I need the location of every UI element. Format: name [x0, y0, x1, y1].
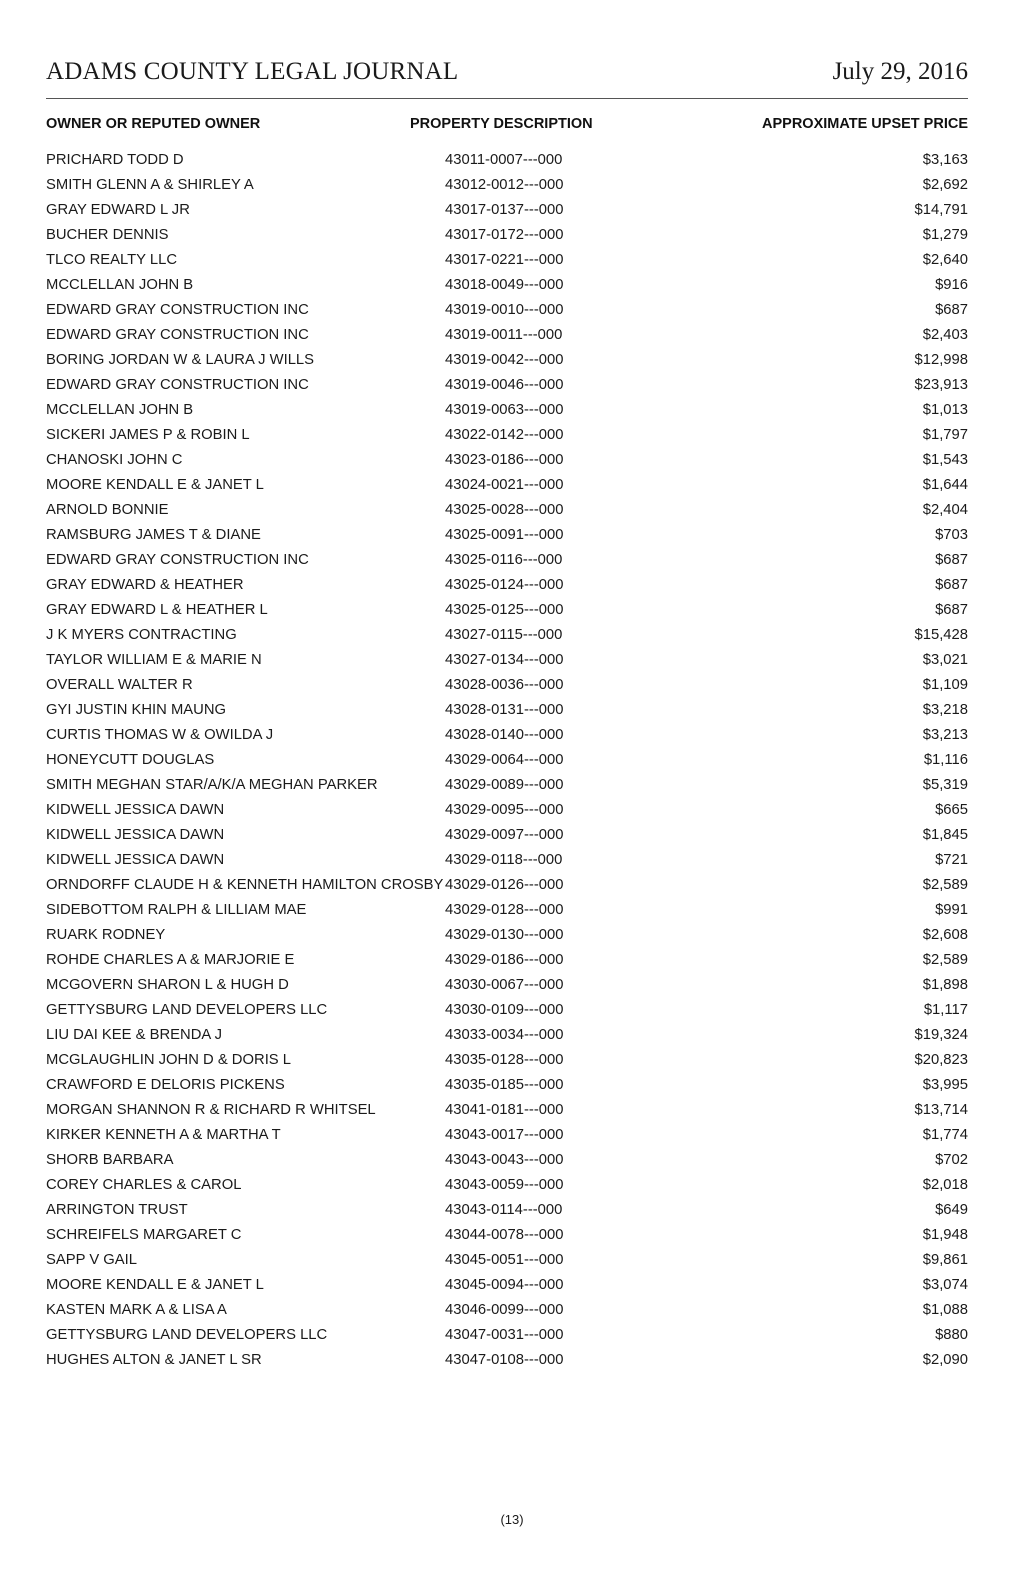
page-number: (13): [500, 1512, 524, 1527]
property-description-cell: 43041-0181---000: [445, 1102, 564, 1118]
owner-cell: ROHDE CHARLES A & MARJORIE E: [46, 952, 295, 968]
upset-price-cell: $2,640: [922, 252, 968, 268]
property-description-cell: 43022-0142---000: [445, 427, 564, 443]
upset-price-cell: $991: [935, 902, 968, 918]
owner-cell: RAMSBURG JAMES T & DIANE: [46, 527, 261, 543]
upset-price-cell: $687: [935, 577, 968, 593]
upset-price-cell: $2,018: [922, 1177, 968, 1193]
property-description-cell: 43027-0115---000: [445, 627, 563, 643]
table-row: [46, 1175, 968, 1200]
owner-cell: SMITH GLENN A & SHIRLEY A: [46, 177, 254, 193]
table-row: [46, 225, 968, 250]
property-description-cell: 43028-0140---000: [445, 727, 564, 743]
property-description-cell: 43027-0134---000: [445, 652, 564, 668]
property-description-cell: 43025-0116---000: [445, 552, 563, 568]
table-row: [46, 350, 968, 375]
upset-price-cell: $2,608: [922, 927, 968, 943]
upset-price-cell: $1,279: [922, 227, 968, 243]
table-row: [46, 200, 968, 225]
property-description-cell: 43044-0078---000: [445, 1227, 564, 1243]
property-description-cell: 43029-0089---000: [445, 777, 564, 793]
owner-cell: MOORE KENDALL E & JANET L: [46, 1277, 264, 1293]
owner-cell: ORNDORFF CLAUDE H & KENNETH HAMILTON CROSBY: [46, 877, 444, 893]
upset-price-cell: $2,589: [922, 952, 968, 968]
upset-price-cell: $2,090: [922, 1352, 968, 1368]
table-row: [46, 700, 968, 725]
table-row: [46, 900, 968, 925]
upset-price-cell: $1,109: [922, 677, 968, 693]
upset-price-cell: $649: [935, 1202, 968, 1218]
owner-cell: GRAY EDWARD L JR: [46, 202, 190, 218]
table-row: [46, 1300, 968, 1325]
table-row: [46, 425, 968, 450]
property-description-cell: 43017-0137---000: [445, 202, 564, 218]
owner-cell: KASTEN MARK A & LISA A: [46, 1302, 227, 1318]
owner-cell: GRAY EDWARD L & HEATHER L: [46, 602, 268, 618]
owner-cell: TAYLOR WILLIAM E & MARIE N: [46, 652, 262, 668]
table-row: [46, 600, 968, 625]
upset-price-cell: $3,163: [922, 152, 968, 168]
property-description-cell: 43043-0043---000: [445, 1152, 564, 1168]
table-row: [46, 175, 968, 200]
table-row: [46, 1150, 968, 1175]
property-description-cell: 43029-0186---000: [445, 952, 564, 968]
upset-price-cell: $3,074: [922, 1277, 968, 1293]
upset-price-cell: $13,714: [914, 1102, 968, 1118]
table-row: [46, 1350, 968, 1375]
owner-cell: ARRINGTON TRUST: [46, 1202, 188, 1218]
property-description-cell: 43017-0221---000: [445, 252, 564, 268]
owner-cell: MORGAN SHANNON R & RICHARD R WHITSEL: [46, 1102, 376, 1118]
property-table-body: [46, 150, 968, 1375]
owner-cell: CHANOSKI JOHN C: [46, 452, 183, 468]
owner-cell: GYI JUSTIN KHIN MAUNG: [46, 702, 227, 718]
upset-price-cell: $1,088: [922, 1302, 968, 1318]
property-description-cell: 43047-0031---000: [445, 1327, 564, 1343]
property-description-cell: 43029-0118---000: [445, 852, 563, 868]
upset-price-cell: $3,021: [922, 652, 968, 668]
table-row: [46, 850, 968, 875]
table-row: [46, 650, 968, 675]
column-header-upset-price: APPROXIMATE UPSET PRICE: [762, 116, 968, 132]
upset-price-cell: $15,428: [914, 627, 968, 643]
owner-cell: SHORB BARBARA: [46, 1152, 174, 1168]
upset-price-cell: $3,218: [922, 702, 968, 718]
property-description-cell: 43025-0124---000: [445, 577, 564, 593]
property-description-cell: 43024-0021---000: [445, 477, 564, 493]
property-description-cell: 43029-0097---000: [445, 827, 564, 843]
owner-cell: TLCO REALTY LLC: [46, 252, 178, 268]
owner-cell: RUARK RODNEY: [46, 927, 166, 943]
owner-cell: MCGLAUGHLIN JOHN D & DORIS L: [46, 1052, 292, 1068]
owner-cell: LIU DAI KEE & BRENDA J: [46, 1027, 222, 1043]
upset-price-cell: $2,404: [922, 502, 968, 518]
upset-price-cell: $12,998: [914, 352, 968, 368]
upset-price-cell: $1,013: [922, 402, 968, 418]
table-row: [46, 400, 968, 425]
table-row: [46, 625, 968, 650]
upset-price-cell: $1,644: [922, 477, 968, 493]
property-description-cell: 43011-0007---000: [445, 152, 563, 168]
owner-cell: MCCLELLAN JOHN B: [46, 277, 194, 293]
table-row: [46, 475, 968, 500]
property-description-cell: 43025-0091---000: [445, 527, 564, 543]
upset-price-cell: $1,543: [922, 452, 968, 468]
owner-cell: ARNOLD BONNIE: [46, 502, 169, 518]
upset-price-cell: $14,791: [914, 202, 968, 218]
table-row: [46, 925, 968, 950]
property-description-cell: 43033-0034---000: [445, 1027, 564, 1043]
property-description-cell: 43029-0126---000: [445, 877, 564, 893]
upset-price-cell: $1,117: [923, 1002, 968, 1018]
owner-cell: KIRKER KENNETH A & MARTHA T: [46, 1127, 281, 1143]
property-description-cell: 43019-0042---000: [445, 352, 564, 368]
owner-cell: SIDEBOTTOM RALPH & LILLIAM MAE: [46, 902, 307, 918]
property-description-cell: 43043-0017---000: [445, 1127, 564, 1143]
owner-cell: EDWARD GRAY CONSTRUCTION INC: [46, 552, 309, 568]
owner-cell: SCHREIFELS MARGARET C: [46, 1227, 242, 1243]
table-row: [46, 1125, 968, 1150]
property-description-cell: 43025-0028---000: [445, 502, 564, 518]
upset-price-cell: $665: [935, 802, 968, 818]
table-row: [46, 1000, 968, 1025]
property-description-cell: 43045-0094---000: [445, 1277, 564, 1293]
owner-cell: MCGOVERN SHARON L & HUGH D: [46, 977, 289, 993]
owner-cell: SAPP V GAIL: [46, 1252, 138, 1268]
upset-price-cell: $20,823: [914, 1052, 968, 1068]
property-description-cell: 43030-0109---000: [445, 1002, 564, 1018]
property-description-cell: 43025-0125---000: [445, 602, 564, 618]
upset-price-cell: $1,797: [922, 427, 968, 443]
table-row: [46, 675, 968, 700]
column-header-property-description: PROPERTY DESCRIPTION: [410, 116, 593, 132]
owner-cell: KIDWELL JESSICA DAWN: [46, 852, 225, 868]
table-row: [46, 325, 968, 350]
upset-price-cell: $2,692: [922, 177, 968, 193]
owner-cell: KIDWELL JESSICA DAWN: [46, 802, 225, 818]
owner-cell: GETTYSBURG LAND DEVELOPERS LLC: [46, 1002, 328, 1018]
owner-cell: SMITH MEGHAN STAR/A/K/A MEGHAN PARKER: [46, 777, 378, 793]
table-row: [46, 300, 968, 325]
property-description-cell: 43043-0059---000: [445, 1177, 564, 1193]
owner-cell: CURTIS THOMAS W & OWILDA J: [46, 727, 274, 743]
owner-cell: OVERALL WALTER R: [46, 677, 193, 693]
owner-cell: GETTYSBURG LAND DEVELOPERS LLC: [46, 1327, 328, 1343]
table-row: [46, 825, 968, 850]
table-row: [46, 800, 968, 825]
upset-price-cell: $880: [935, 1327, 968, 1343]
property-description-cell: 43029-0064---000: [445, 752, 564, 768]
table-row: [46, 1250, 968, 1275]
owner-cell: MOORE KENDALL E & JANET L: [46, 477, 264, 493]
table-row: [46, 1325, 968, 1350]
upset-price-cell: $687: [935, 552, 968, 568]
owner-cell: MCCLELLAN JOHN B: [46, 402, 194, 418]
table-row: [46, 275, 968, 300]
table-row: [46, 450, 968, 475]
table-row: [46, 1200, 968, 1225]
property-description-cell: 43043-0114---000: [445, 1202, 563, 1218]
property-description-cell: 43029-0095---000: [445, 802, 564, 818]
property-description-cell: 43028-0036---000: [445, 677, 564, 693]
owner-cell: PRICHARD TODD D: [46, 152, 184, 168]
journal-title: ADAMS COUNTY LEGAL JOURNAL: [46, 58, 459, 85]
property-description-cell: 43019-0063---000: [445, 402, 564, 418]
upset-price-cell: $1,898: [922, 977, 968, 993]
table-row: [46, 250, 968, 275]
owner-cell: HUGHES ALTON & JANET L SR: [46, 1352, 262, 1368]
table-row: [46, 1075, 968, 1100]
upset-price-cell: $3,213: [922, 727, 968, 743]
table-row: [46, 1275, 968, 1300]
table-row: [46, 525, 968, 550]
owner-cell: KIDWELL JESSICA DAWN: [46, 827, 225, 843]
owner-cell: COREY CHARLES & CAROL: [46, 1177, 242, 1193]
property-description-cell: 43019-0011---000: [445, 327, 563, 343]
owner-cell: BUCHER DENNIS: [46, 227, 169, 243]
owner-cell: J K MYERS CONTRACTING: [46, 627, 237, 643]
property-description-cell: 43047-0108---000: [445, 1352, 564, 1368]
property-description-cell: 43028-0131---000: [445, 702, 564, 718]
table-row: [46, 975, 968, 1000]
table-row: [46, 500, 968, 525]
property-description-cell: 43035-0128---000: [445, 1052, 564, 1068]
property-description-cell: 43029-0130---000: [445, 927, 564, 943]
property-description-cell: 43045-0051---000: [445, 1252, 564, 1268]
upset-price-cell: $9,861: [922, 1252, 968, 1268]
property-description-cell: 43017-0172---000: [445, 227, 564, 243]
upset-price-cell: $1,845: [922, 827, 968, 843]
property-description-cell: 43046-0099---000: [445, 1302, 564, 1318]
upset-price-cell: $2,403: [922, 327, 968, 343]
issue-date: July 29, 2016: [832, 58, 968, 85]
table-row: [46, 725, 968, 750]
upset-price-cell: $702: [935, 1152, 968, 1168]
property-description-cell: 43030-0067---000: [445, 977, 564, 993]
table-row: [46, 750, 968, 775]
table-row: [46, 375, 968, 400]
upset-price-cell: $1,774: [922, 1127, 968, 1143]
table-row: [46, 575, 968, 600]
property-description-cell: 43029-0128---000: [445, 902, 564, 918]
upset-price-cell: $703: [935, 527, 968, 543]
table-row: [46, 1050, 968, 1075]
upset-price-cell: $1,116: [923, 752, 968, 768]
owner-cell: EDWARD GRAY CONSTRUCTION INC: [46, 302, 309, 318]
property-description-cell: 43023-0186---000: [445, 452, 564, 468]
upset-price-cell: $5,319: [922, 777, 968, 793]
table-row: [46, 950, 968, 975]
owner-cell: CRAWFORD E DELORIS PICKENS: [46, 1077, 285, 1093]
property-description-cell: 43035-0185---000: [445, 1077, 564, 1093]
upset-price-cell: $2,589: [922, 877, 968, 893]
table-row: [46, 875, 968, 900]
owner-cell: SICKERI JAMES P & ROBIN L: [46, 427, 250, 443]
owner-cell: BORING JORDAN W & LAURA J WILLS: [46, 352, 315, 368]
page-header: [46, 58, 968, 99]
upset-price-cell: $1,948: [922, 1227, 968, 1243]
owner-cell: HONEYCUTT DOUGLAS: [46, 752, 215, 768]
upset-price-cell: $23,913: [914, 377, 968, 393]
owner-cell: GRAY EDWARD & HEATHER: [46, 577, 244, 593]
upset-price-cell: $687: [935, 302, 968, 318]
upset-price-cell: $3,995: [922, 1077, 968, 1093]
table-row: [46, 150, 968, 175]
property-description-cell: 43012-0012---000: [445, 177, 564, 193]
property-description-cell: 43019-0046---000: [445, 377, 564, 393]
table-row: [46, 1025, 968, 1050]
property-description-cell: 43019-0010---000: [445, 302, 564, 318]
column-header-owner: OWNER OR REPUTED OWNER: [46, 116, 261, 132]
table-row: [46, 550, 968, 575]
upset-price-cell: $687: [935, 602, 968, 618]
table-row: [46, 775, 968, 800]
upset-price-cell: $19,324: [914, 1027, 968, 1043]
owner-cell: EDWARD GRAY CONSTRUCTION INC: [46, 377, 309, 393]
property-description-cell: 43018-0049---000: [445, 277, 564, 293]
table-row: [46, 1100, 968, 1125]
upset-price-cell: $721: [935, 852, 968, 868]
owner-cell: EDWARD GRAY CONSTRUCTION INC: [46, 327, 309, 343]
upset-price-cell: $916: [935, 277, 968, 293]
table-row: [46, 1225, 968, 1250]
